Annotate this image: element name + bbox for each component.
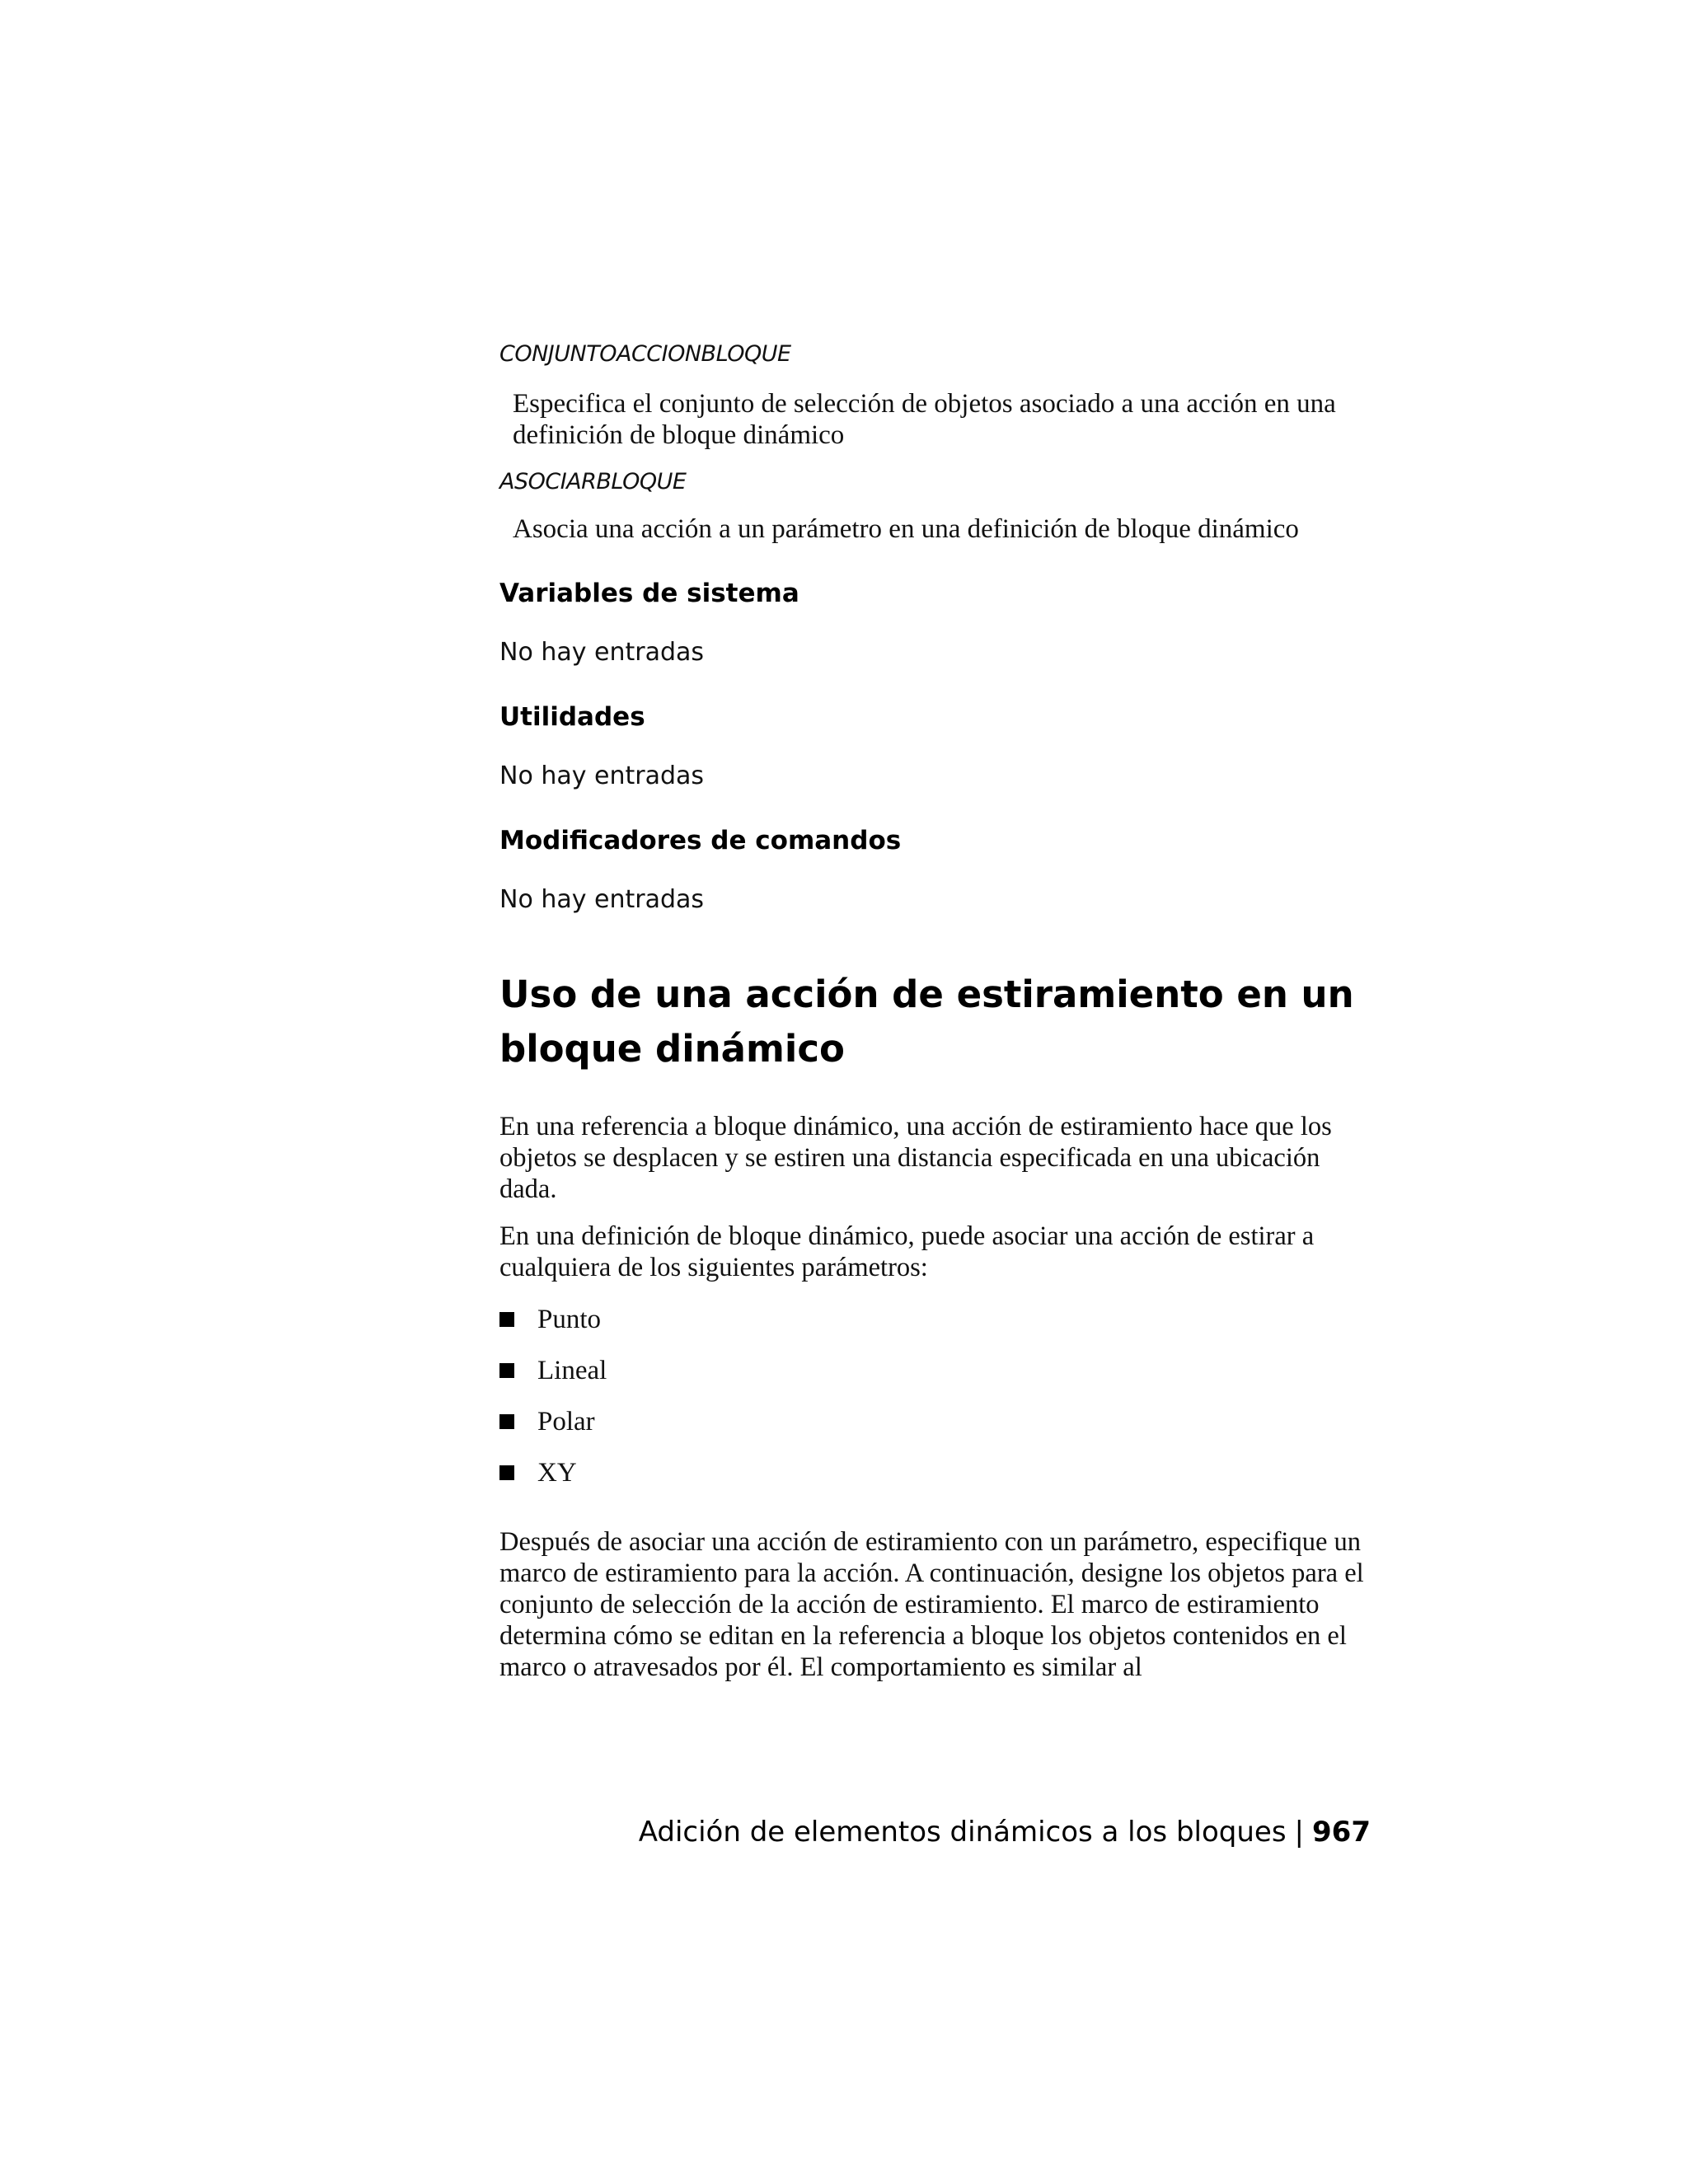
section-body-variables-de-sistema: No hay entradas (499, 638, 705, 667)
section-body-utilidades: No hay entradas (499, 762, 705, 790)
paragraph-intro: En una referencia a bloque dinámico, una acción de estiramiento hace que los objetos se desplacen y se estiren una distancia especificada en una ubicación dada. (499, 1112, 1332, 1204)
section-heading-modificadores-de-comandos: Modificadores de comandos (499, 826, 902, 855)
list-item (499, 1405, 595, 1438)
section-body-modificadores-de-comandos: No hay entradas (499, 885, 705, 914)
footer-separator: | (1294, 1816, 1305, 1849)
command-description-asociarbloque: Asocia una acción a un parámetro en una definición de bloque dinámico (513, 514, 1299, 544)
paragraph-parameters: En una definición de bloque dinámico, puede asociar una acción de estirar a cualquiera de los siguientes parámetros: (499, 1221, 1315, 1282)
page-number: 967 (1312, 1816, 1371, 1849)
square-bullet-icon (499, 1414, 514, 1429)
list-item (499, 1303, 601, 1336)
page-footer (639, 1816, 1371, 1849)
square-bullet-icon (499, 1363, 514, 1378)
list-item-label: Punto (537, 1304, 602, 1334)
square-bullet-icon (499, 1465, 514, 1480)
list-item-label: Polar (537, 1406, 595, 1436)
list-item (499, 1456, 577, 1489)
paragraph-stretch-frame: Después de asociar una acción de estiramiento con un parámetro, especifique un marco de estiramiento para la acción. A continuación, designe los objetos para el conjunto de selección de la acción de estiramiento. El marco de estiramiento determina cómo se editan en la referencia a bloque los objetos contenidos en el marco o atravesados por él. El comportamiento es similar al (499, 1527, 1364, 1682)
section-heading-utilidades: Utilidades (499, 702, 645, 732)
square-bullet-icon (499, 1312, 514, 1327)
command-name-conjuntoaccionbloque: CONJUNTOACCIONBLOQUE (499, 341, 791, 367)
list-item-label: XY (537, 1457, 577, 1488)
footer-chapter-title: Adición de elementos dinámicos a los bloques (638, 1816, 1287, 1849)
command-name-asociarbloque: ASOCIARBLOQUE (499, 469, 687, 494)
section-title: Uso de una acción de estiramiento en un bloque dinámico (499, 972, 1354, 1071)
section-heading-variables-de-sistema: Variables de sistema (499, 579, 799, 608)
list-item (499, 1354, 607, 1387)
command-description-conjuntoaccionbloque: Especifica el conjunto de selección de objetos asociado a una acción en una definición de bloque dinámico (513, 389, 1336, 450)
list-item-label: Lineal (537, 1355, 607, 1385)
